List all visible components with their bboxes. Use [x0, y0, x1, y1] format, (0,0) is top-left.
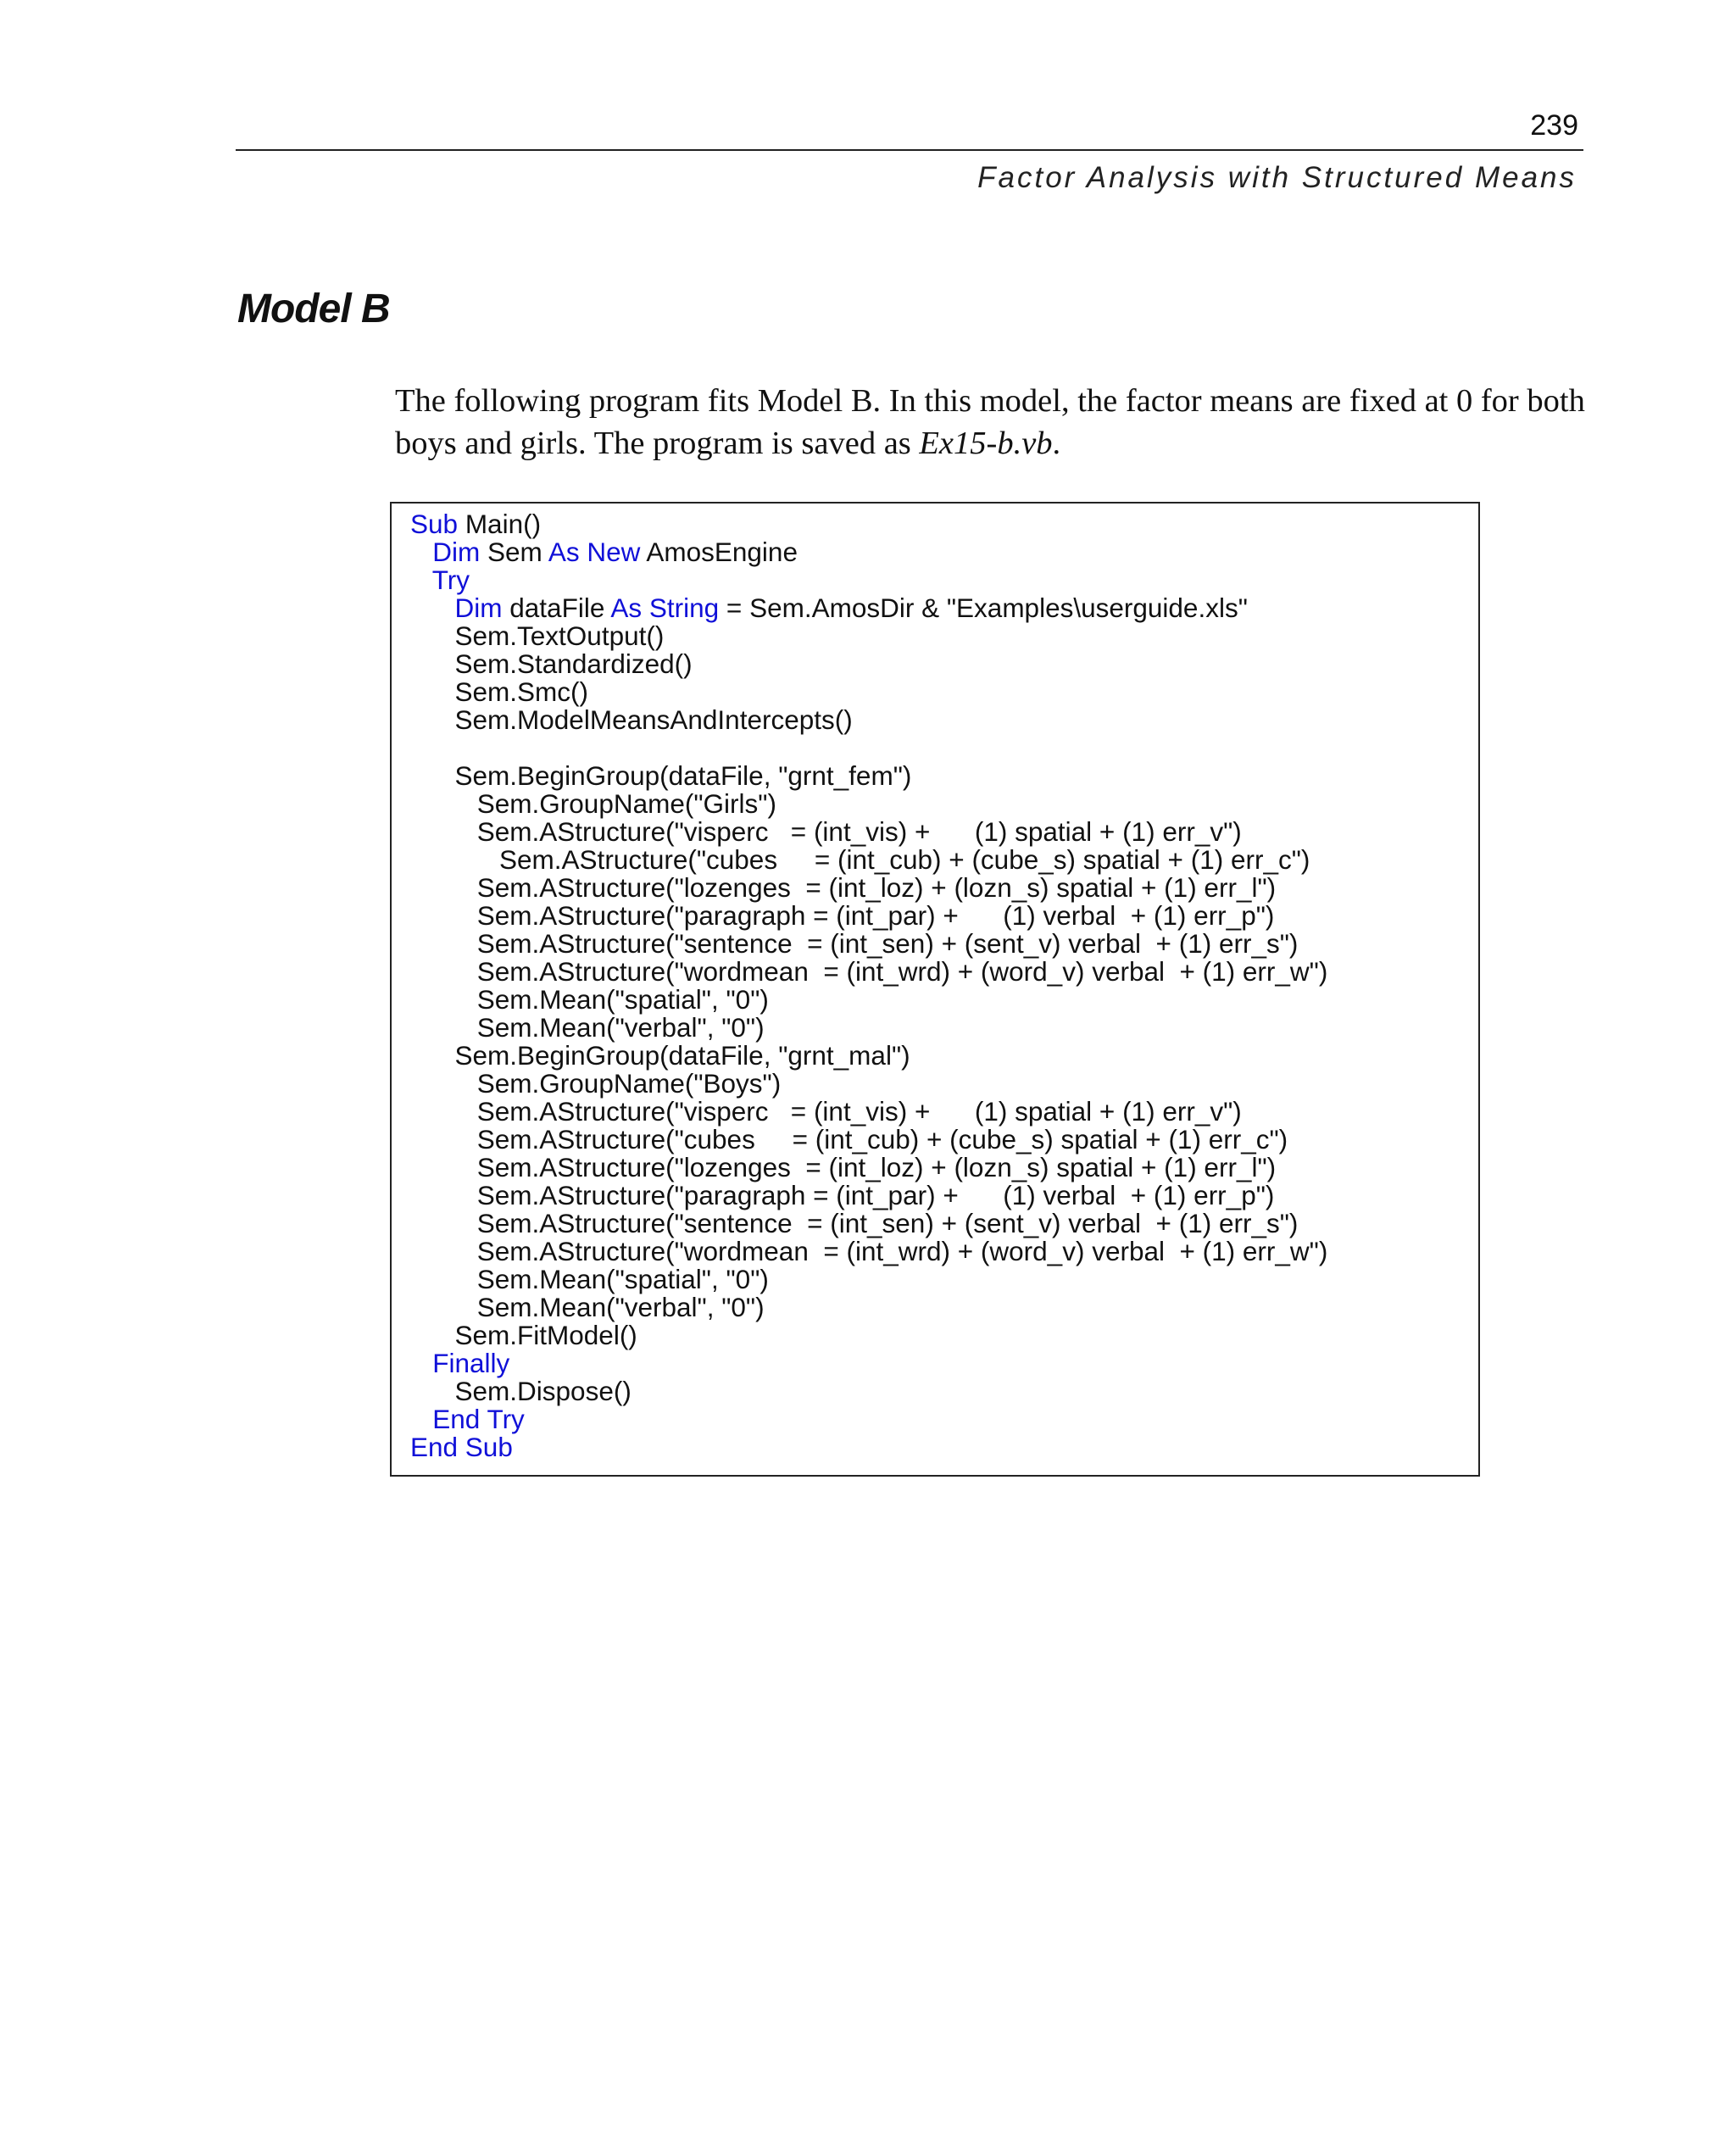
- code-text: Sem.ModelMeansAndIntercepts(): [410, 704, 853, 735]
- code-text: Sem.Dispose(): [410, 1376, 632, 1406]
- code-line: [410, 1070, 1478, 1098]
- code-keyword: Finally: [432, 1348, 510, 1378]
- code-text: [410, 1404, 432, 1434]
- code-line: [410, 1182, 1478, 1210]
- code-lines: [410, 510, 1478, 1461]
- code-text: Sem.AStructure("visperc = (int_vis) + (1) spatial + (1) err_v"): [410, 816, 1242, 847]
- code-line: [410, 1210, 1478, 1238]
- code-line: [410, 1266, 1478, 1294]
- code-text: [410, 537, 432, 567]
- code-keyword: End Sub: [410, 1432, 513, 1462]
- code-line: [410, 1433, 1478, 1461]
- code-text: dataFile: [502, 593, 611, 623]
- code-keyword: As String: [610, 593, 720, 623]
- code-text: Sem.Mean("verbal", "0"): [410, 1292, 765, 1322]
- code-text: Sem.AStructure("wordmean = (int_wrd) + (word_v) verbal + (1) err_w"): [410, 1236, 1328, 1266]
- code-line: [410, 1321, 1478, 1349]
- code-text: Main(): [458, 509, 542, 539]
- code-text: Sem.AStructure("wordmean = (int_wrd) + (word_v) verbal + (1) err_w"): [410, 956, 1328, 987]
- code-text: = Sem.AmosDir & "Examples\userguide.xls": [719, 593, 1248, 623]
- code-text: Sem.Smc(): [410, 676, 589, 707]
- code-line: [410, 1238, 1478, 1266]
- code-line: [410, 958, 1478, 986]
- code-line: [410, 1349, 1478, 1377]
- code-keyword: Dim: [432, 537, 481, 567]
- code-line: [410, 706, 1478, 734]
- code-text: Sem.Standardized(): [410, 648, 693, 679]
- code-line: [410, 734, 1478, 762]
- code-line: [410, 762, 1478, 790]
- code-text: Sem.Mean("spatial", "0"): [410, 984, 769, 1015]
- code-text: [410, 1348, 432, 1378]
- code-text: Sem.BeginGroup(dataFile, "grnt_mal"): [410, 1040, 910, 1071]
- code-text: Sem.AStructure("cubes = (int_cub) + (cube_s) spatial + (1) err_c"): [410, 1124, 1288, 1155]
- code-text: Sem.Mean("spatial", "0"): [410, 1264, 769, 1294]
- code-text: Sem.AStructure("paragraph = (int_par) + (1) verbal + (1) err_p"): [410, 900, 1275, 931]
- code-listing: [390, 502, 1480, 1477]
- code-text: Sem.AStructure("lozenges = (int_loz) + (lozn_s) spatial + (1) err_l"): [410, 1152, 1277, 1182]
- code-text: [410, 593, 455, 623]
- code-line: [410, 1294, 1478, 1321]
- code-line: [410, 1042, 1478, 1070]
- section-heading: Model B: [237, 287, 390, 331]
- code-line: [410, 622, 1478, 650]
- code-text: Sem.AStructure("visperc = (int_vis) + (1) spatial + (1) err_v"): [410, 1096, 1242, 1127]
- code-text: Sem.AStructure("sentence = (int_sen) + (sent_v) verbal + (1) err_s"): [410, 1208, 1299, 1238]
- code-text: Sem: [480, 537, 548, 567]
- code-text: Sem.GroupName("Boys"): [410, 1068, 782, 1099]
- code-line: [410, 650, 1478, 678]
- intro-text: The following program fits Model B. In this model, the factor means are fixed at 0 for both boys and girls. The program is saved as: [395, 383, 1585, 461]
- code-text: Sem.AStructure("paragraph = (int_par) + (1) verbal + (1) err_p"): [410, 1180, 1275, 1210]
- code-text: AmosEngine: [640, 537, 798, 567]
- code-text: Sem.TextOutput(): [410, 620, 665, 651]
- code-keyword: Try: [431, 565, 470, 595]
- code-keyword: Sub: [410, 509, 459, 539]
- code-line: [410, 1377, 1478, 1405]
- code-line: [410, 1098, 1478, 1126]
- code-line: [410, 1014, 1478, 1042]
- header-rule: [236, 149, 1583, 151]
- code-keyword: End Try: [432, 1404, 525, 1434]
- code-line: [410, 902, 1478, 930]
- code-line: [410, 594, 1478, 622]
- code-text: Sem.AStructure("sentence = (int_sen) + (sent_v) verbal + (1) err_s"): [410, 928, 1299, 959]
- program-filename: Ex15-b.vb: [919, 426, 1053, 461]
- code-keyword: Dim: [454, 593, 503, 623]
- code-line: [410, 930, 1478, 958]
- code-line: [410, 538, 1478, 566]
- code-line: [410, 986, 1478, 1014]
- code-line: [410, 846, 1478, 874]
- code-text: Sem.BeginGroup(dataFile, "grnt_fem"): [410, 760, 912, 791]
- code-text: Sem.FitModel(): [410, 1320, 637, 1350]
- code-line: [410, 566, 1478, 594]
- intro-end: .: [1052, 426, 1061, 461]
- code-line: [410, 1154, 1478, 1182]
- code-line: [410, 678, 1478, 706]
- code-line: [410, 874, 1478, 902]
- code-line: [410, 1126, 1478, 1154]
- code-line: [410, 818, 1478, 846]
- code-text: Sem.Mean("verbal", "0"): [410, 1012, 765, 1043]
- page-number: 239: [1530, 109, 1578, 142]
- code-text: Sem.AStructure("cubes = (int_cub) + (cube_s) spatial + (1) err_c"): [410, 844, 1310, 875]
- code-keyword: As New: [548, 537, 641, 567]
- code-text: Sem.AStructure("lozenges = (int_loz) + (lozn_s) spatial + (1) err_l"): [410, 872, 1277, 903]
- code-text: [410, 565, 432, 595]
- intro-paragraph: [395, 380, 1586, 465]
- code-line: [410, 1405, 1478, 1433]
- code-line: [410, 790, 1478, 818]
- code-text: Sem.GroupName("Girls"): [410, 788, 776, 819]
- code-line: [410, 510, 1478, 538]
- running-head: Factor Analysis with Structured Means: [977, 161, 1577, 194]
